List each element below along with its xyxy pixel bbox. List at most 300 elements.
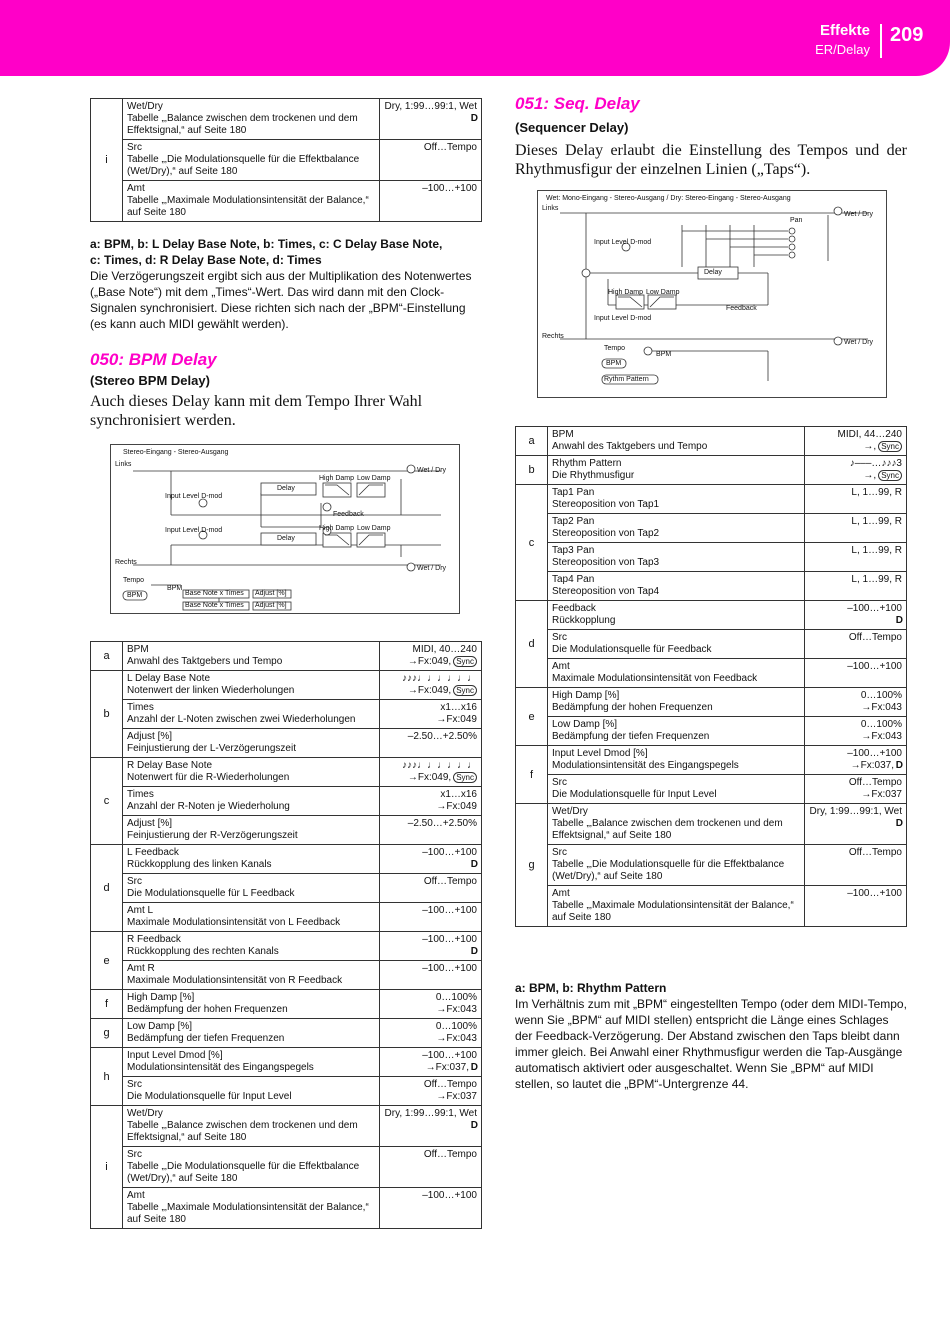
param-desc-cell	[123, 1048, 380, 1077]
diagram-label-input-level-2: Input Level D-mod	[165, 527, 223, 534]
diagram-label-bpm: BPM	[167, 585, 183, 592]
fx051-note	[515, 980, 907, 1092]
note-text: Die Verzögerungszeit ergibt sich aus der Multiplikation des Notenwertes („Base Note“) mit dem „Times“-Wert. Das wird dann mit den Clock-Signalen synchronisiert. Diese richten sich nach der „BPM“-Einstellung (es kann auch MIDI gewählt werden).	[90, 269, 472, 331]
subsection-title: ER/Delay	[815, 42, 870, 57]
param-key: h	[91, 1048, 123, 1106]
param-value: Dry, 1:99…99:1, Wet	[384, 1108, 477, 1119]
param-desc-cell	[123, 1188, 380, 1229]
param-desc-cell	[123, 642, 380, 671]
param-row	[91, 932, 482, 961]
diagram-label-bpm-box: BPM	[127, 592, 143, 599]
param-description: Feinjustierung der R-Verzögerungszeit	[127, 830, 298, 841]
param-value: Dry, 1:99…99:1, Wet	[384, 101, 477, 112]
param-row	[516, 485, 907, 514]
param-value-cell	[380, 874, 482, 903]
param-description: Stereoposition von Tap4	[552, 586, 660, 597]
param-name: L Delay Base Note	[127, 673, 211, 684]
top-param-table	[90, 98, 482, 222]
param-row	[91, 671, 482, 700]
diagram2-label-input-level-1: Input Level D-mod	[594, 239, 652, 246]
param-name: Tap2 Pan	[552, 516, 595, 527]
diagram2-label-io: Wet: Mono-Eingang - Stereo-Ausgang / Dry: Stereo-Eingang - Stereo-Ausgang	[546, 195, 791, 202]
param-description: Tabelle „‚Balance zwischen dem trockenen und dem Effektsignal,“ auf Seite 180	[127, 113, 358, 136]
param-description: Die Modulationsquelle für L Feedback	[127, 888, 295, 899]
param-row	[91, 1077, 482, 1106]
dmod-icon: D	[470, 859, 477, 870]
param-value: 0…100%	[860, 719, 902, 730]
param-value-cell	[805, 659, 907, 688]
diagram-label-input-level-1: Input Level D-mod	[165, 493, 223, 500]
param-description: Maximale Modulationsintensität von L Feedback	[127, 917, 341, 928]
param-value-cell	[380, 990, 482, 1019]
fx051-subtitle: (Sequencer Delay)	[515, 120, 629, 135]
param-name: BPM	[127, 644, 149, 655]
param-value-cell	[380, 816, 482, 845]
note-heading-1: a: BPM, b: L Delay Base Note, b: Times, c: C Delay Base Note,	[90, 237, 443, 251]
fx050-head	[90, 350, 482, 430]
fx051-head	[515, 94, 907, 179]
param-name: Src	[552, 632, 567, 643]
param-desc-cell	[123, 140, 380, 181]
param-desc-cell	[123, 729, 380, 758]
param-value: Off…Tempo	[423, 876, 477, 887]
param-key: c	[91, 758, 123, 845]
param-row	[91, 700, 482, 729]
param-desc-cell	[123, 1147, 380, 1188]
param-row	[91, 642, 482, 671]
param-description: Notenwert für die R-Wiederholungen	[127, 772, 290, 783]
param-row	[516, 514, 907, 543]
diagram2-label-low-damp: Low Damp	[646, 289, 680, 296]
param-name: Wet/Dry	[127, 1108, 163, 1119]
param-name: Src	[552, 847, 567, 858]
param-desc-cell	[123, 758, 380, 787]
param-key: g	[516, 804, 548, 927]
param-reference: →Fx:043	[436, 1033, 477, 1044]
diagram-label-adjust-2: Adjust [%]	[255, 602, 287, 609]
param-name: Times	[127, 789, 154, 800]
param-desc-cell	[548, 659, 805, 688]
dmod-icon: D	[470, 946, 477, 957]
param-description: Tabelle „‚Maximale Modulationsintensität der Balance,“ auf Seite 180	[127, 195, 369, 218]
param-key: b	[516, 456, 548, 485]
note-heading-2: c: Times, d: R Delay Base Note, d: Times	[90, 253, 322, 267]
param-value-cell	[380, 181, 482, 222]
param-row	[91, 990, 482, 1019]
param-name: Low Damp [%]	[127, 1021, 193, 1032]
param-value-cell	[805, 717, 907, 746]
diagram-label-delay-1: Delay	[277, 485, 295, 492]
param-name: Input Level Dmod [%]	[552, 748, 648, 759]
param-value-cell	[805, 543, 907, 572]
param-table-049-tail	[90, 98, 482, 222]
param-reference: →Fx:037	[861, 789, 902, 800]
param-name: L Feedback	[127, 847, 179, 858]
fx050-diagram	[110, 444, 460, 614]
param-value: Off…Tempo	[848, 632, 902, 643]
fx050-table-wrap	[90, 641, 482, 1229]
param-description: Anwahl des Taktgebers und Tempo	[552, 441, 708, 452]
param-name: Adjust [%]	[127, 818, 173, 829]
param-value-cell	[380, 700, 482, 729]
param-row	[91, 1147, 482, 1188]
param-desc-cell	[548, 804, 805, 845]
param-value-cell	[380, 1019, 482, 1048]
param-row	[91, 903, 482, 932]
param-description: Feinjustierung der L-Verzögerungszeit	[127, 743, 296, 754]
param-desc-cell	[548, 717, 805, 746]
param-value: –100…+100	[847, 748, 902, 759]
fx050-subtitle: (Stereo BPM Delay)	[90, 373, 210, 388]
param-reference: →Fx:049, Sync	[384, 685, 477, 697]
fx051-diagram	[537, 190, 887, 398]
param-description: Tabelle „‚Balance zwischen dem trockenen und dem Effektsignal,“ auf Seite 180	[552, 818, 783, 841]
diagram2-label-rhythm: Rythm Pattern	[604, 376, 649, 383]
param-description: Maximale Modulationsintensität von Feedback	[552, 673, 758, 684]
param-value: Off…Tempo	[423, 1079, 477, 1090]
param-description: Stereoposition von Tap2	[552, 528, 660, 539]
param-value-cell	[805, 746, 907, 775]
diagram2-label-left: Links	[542, 205, 559, 212]
diagram-label-left: Links	[115, 461, 132, 468]
param-desc-cell	[548, 485, 805, 514]
param-value-cell	[380, 671, 482, 700]
fx050-param-table	[90, 641, 482, 1229]
param-value-cell	[380, 1048, 482, 1077]
sync-icon: Sync	[453, 656, 477, 667]
fx051-note-text: Im Verhältnis zum mit „BPM“ eingestellten Tempo (oder dem MIDI-Tempo, wenn Sie „BPM“ auf MIDI stellen) entspricht die Länge eines Schlages der Feedback-Verzögerung. Der Abstand zwischen den Taps bleibt dann immer gleich. Bei Anwahl einer Rhythmusfigur werden die Tap-Ausgänge automatisch aktiviert oder ausgeschaltet. Wenn Sie „BPM“ auf MIDI stellen, so lautet die „BPM“-Untergrenze 44.	[515, 997, 907, 1091]
param-key: d	[91, 845, 123, 932]
param-value-cell	[380, 932, 482, 961]
param-value: –100…+100	[422, 183, 477, 194]
param-description: Bedämpfung der tiefen Frequenzen	[127, 1033, 285, 1044]
param-desc-cell	[548, 845, 805, 886]
param-value: –100…+100	[422, 905, 477, 916]
param-row	[516, 630, 907, 659]
param-key: a	[91, 642, 123, 671]
param-value: –100…+100	[422, 934, 477, 945]
param-name: High Damp [%]	[552, 690, 620, 701]
param-value-cell	[805, 601, 907, 630]
param-desc-cell	[548, 572, 805, 601]
param-reference: →Fx:049, Sync	[384, 772, 477, 784]
param-value: Off…Tempo	[423, 142, 477, 153]
fx051-diagram-lines	[538, 191, 888, 399]
fx051-intro: Dieses Delay erlaubt die Einstellung des Tempos und der Rhythmusfigur der einzelnen Linien („Taps“).	[515, 142, 907, 178]
param-row	[516, 688, 907, 717]
param-row	[91, 961, 482, 990]
param-description: Bedämpfung der hohen Frequenzen	[552, 702, 713, 713]
param-value-cell	[380, 787, 482, 816]
param-key: i	[91, 1106, 123, 1229]
param-name: Amt	[127, 1190, 145, 1201]
param-name: Amt	[552, 888, 570, 899]
diagram-label-wetdry-1: Wet / Dry	[417, 467, 447, 474]
param-name: Src	[127, 142, 142, 153]
page-number: 209	[890, 24, 924, 46]
param-value-cell	[805, 572, 907, 601]
page-header	[0, 0, 950, 76]
param-value-cell	[380, 1188, 482, 1229]
param-value-cell	[805, 427, 907, 456]
param-desc-cell	[548, 427, 805, 456]
diagram-label-high-damp-2: High Damp	[319, 525, 355, 532]
param-value: 0…100%	[435, 1021, 477, 1032]
param-value-cell	[380, 961, 482, 990]
param-row	[91, 1106, 482, 1147]
param-row	[91, 181, 482, 222]
param-description: Tabelle „‚Die Modulationsquelle für die Effektbalance (Wet/Dry),“ auf Seite 180	[127, 154, 360, 177]
param-value: MIDI, 40…240	[412, 644, 477, 655]
sync-icon: Sync	[878, 470, 902, 481]
param-description: Die Modulationsquelle für Feedback	[552, 644, 712, 655]
header-divider	[880, 24, 882, 58]
param-description: Bedämpfung der hohen Frequenzen	[127, 1004, 288, 1015]
param-name: Wet/Dry	[127, 101, 163, 112]
param-reference: →, Sync	[809, 470, 902, 482]
sync-icon: Sync	[878, 441, 902, 452]
param-name: Tap4 Pan	[552, 574, 595, 585]
param-key: c	[516, 485, 548, 601]
param-desc-cell	[123, 1106, 380, 1147]
param-key: e	[91, 932, 123, 990]
param-row	[516, 775, 907, 804]
dmod-icon: D	[895, 615, 902, 626]
param-value-cell	[380, 1077, 482, 1106]
param-desc-cell	[123, 816, 380, 845]
param-value-cell	[805, 630, 907, 659]
note-050	[90, 236, 482, 332]
diagram-label-low-damp-1: Low Damp	[357, 475, 391, 482]
param-desc-cell	[123, 1019, 380, 1048]
param-value: Off…Tempo	[848, 847, 902, 858]
diagram-label-feedback: Feedback	[333, 511, 364, 518]
param-description: Tabelle „‚Maximale Modulationsintensität der Balance,“ auf Seite 180	[127, 1202, 369, 1225]
param-description: Stereoposition von Tap3	[552, 557, 660, 568]
param-row	[91, 140, 482, 181]
param-value: x1…x16	[440, 702, 477, 713]
param-row	[516, 845, 907, 886]
param-row	[516, 601, 907, 630]
param-value-cell	[805, 804, 907, 845]
param-description: Anzahl der L-Noten zwischen zwei Wiederholungen	[127, 714, 356, 725]
param-value-cell	[805, 775, 907, 804]
param-value: –2.50…+2.50%	[407, 818, 477, 829]
param-value: L, 1…99, R	[851, 545, 902, 556]
param-name: Amt R	[127, 963, 155, 974]
param-desc-cell	[548, 886, 805, 927]
fx051-title: 051: Seq. Delay	[515, 94, 640, 113]
diagram-label-base-note-1: Base Note x Times	[185, 590, 244, 597]
param-reference: →Fx:043	[861, 731, 902, 742]
param-row	[91, 874, 482, 903]
dmod-icon: D	[895, 818, 902, 829]
param-desc-cell	[123, 671, 380, 700]
param-reference: →Fx:049	[436, 714, 477, 725]
param-value: L, 1…99, R	[851, 487, 902, 498]
param-value: Dry, 1:99…99:1, Wet	[809, 806, 902, 817]
param-description: Stereoposition von Tap1	[552, 499, 660, 510]
param-reference: →Fx:043	[436, 1004, 477, 1015]
param-value: –100…+100	[847, 603, 902, 614]
param-row	[91, 99, 482, 140]
param-value: L, 1…99, R	[851, 516, 902, 527]
param-reference: →Fx:049, Sync	[384, 656, 477, 668]
param-reference: →Fx:049	[436, 801, 477, 812]
param-desc-cell	[123, 787, 380, 816]
diagram-label-wetdry-2: Wet / Dry	[417, 565, 447, 572]
param-desc-cell	[123, 903, 380, 932]
param-description: Notenwert der linken Wiederholungen	[127, 685, 295, 696]
diagram2-label-pan: Pan	[790, 217, 803, 224]
param-desc-cell	[548, 514, 805, 543]
param-desc-cell	[123, 181, 380, 222]
param-key: f	[91, 990, 123, 1019]
param-value-cell	[380, 729, 482, 758]
param-key: e	[516, 688, 548, 746]
param-row	[516, 456, 907, 485]
param-value-cell	[380, 1147, 482, 1188]
fx051-table-wrap	[515, 426, 907, 927]
diagram2-label-delay: Delay	[704, 269, 722, 276]
param-name: Src	[127, 1149, 142, 1160]
param-row	[91, 1188, 482, 1229]
param-value-cell	[805, 886, 907, 927]
param-value-cell	[380, 758, 482, 787]
param-row	[91, 845, 482, 874]
param-description: Rückkopplung des linken Kanals	[127, 859, 272, 870]
param-value: L, 1…99, R	[851, 574, 902, 585]
param-description: Tabelle „‚Balance zwischen dem trockenen und dem Effektsignal,“ auf Seite 180	[127, 1120, 358, 1143]
diagram-label-io: Stereo-Eingang - Stereo-Ausgang	[123, 449, 229, 456]
param-desc-cell	[548, 688, 805, 717]
param-value-cell	[380, 642, 482, 671]
param-desc-cell	[123, 990, 380, 1019]
diagram2-label-right: Rechts	[542, 333, 564, 340]
param-description: Modulationsintensität des Eingangspegels	[552, 760, 739, 771]
param-description: Tabelle „‚Die Modulationsquelle für die Effektbalance (Wet/Dry),“ auf Seite 180	[552, 859, 785, 882]
param-description: Die Modulationsquelle für Input Level	[127, 1091, 292, 1102]
fx051-param-table	[515, 426, 907, 927]
sync-icon: Sync	[453, 685, 477, 696]
diagram-label-base-note-2: Base Note x Times	[185, 602, 244, 609]
param-name: Amt L	[127, 905, 154, 916]
param-description: Maximale Modulationsintensität von R Feedback	[127, 975, 343, 986]
param-desc-cell	[548, 775, 805, 804]
param-row	[516, 886, 907, 927]
param-key: g	[91, 1019, 123, 1048]
diagram2-label-bpm: BPM	[656, 351, 672, 358]
param-desc-cell	[123, 961, 380, 990]
param-row	[91, 758, 482, 787]
dmod-icon: D	[469, 1062, 477, 1073]
param-name: Tap3 Pan	[552, 545, 595, 556]
param-reference: →Fx:043	[861, 702, 902, 713]
param-description: Die Rhythmusfigur	[552, 470, 635, 481]
param-name: Amt	[127, 183, 145, 194]
param-value-cell	[805, 845, 907, 886]
param-name: High Damp [%]	[127, 992, 195, 1003]
param-reference: →, Sync	[809, 441, 902, 453]
section-title: Effekte	[819, 22, 870, 39]
param-row	[91, 1019, 482, 1048]
fx051-note-heading: a: BPM, b: Rhythm Pattern	[515, 981, 667, 995]
param-row	[91, 1048, 482, 1077]
param-description: Bedämpfung der tiefen Frequenzen	[552, 731, 710, 742]
param-row	[516, 427, 907, 456]
param-value-cell	[380, 903, 482, 932]
diagram-label-delay-2: Delay	[277, 535, 295, 542]
diagram2-label-high-damp: High Damp	[608, 289, 644, 296]
param-row	[516, 572, 907, 601]
param-value: –100…+100	[422, 963, 477, 974]
param-desc-cell	[548, 630, 805, 659]
param-row	[516, 746, 907, 775]
param-value: ♪–––…♪♪♪3	[849, 458, 902, 469]
param-desc-cell	[123, 874, 380, 903]
param-description: Anzahl der R-Noten je Wiederholung	[127, 801, 290, 812]
param-name: Amt	[552, 661, 570, 672]
param-name: Src	[552, 777, 567, 788]
param-row	[516, 717, 907, 746]
param-value: –100…+100	[847, 888, 902, 899]
param-value: –100…+100	[422, 847, 477, 858]
param-desc-cell	[123, 932, 380, 961]
param-row	[516, 543, 907, 572]
param-name: Src	[127, 876, 142, 887]
diagram-label-right: Rechts	[115, 559, 137, 566]
param-name: Feedback	[552, 603, 596, 614]
param-name: Input Level Dmod [%]	[127, 1050, 223, 1061]
param-description: Rückkopplung	[552, 615, 616, 626]
param-key: d	[516, 601, 548, 688]
dmod-icon: D	[470, 1120, 477, 1131]
param-value-cell	[380, 99, 482, 140]
param-desc-cell	[548, 456, 805, 485]
param-value-cell	[805, 688, 907, 717]
param-description: Die Modulationsquelle für Input Level	[552, 789, 717, 800]
param-value: ♪♪♪♩♩♩♩♩♩	[402, 673, 477, 684]
diagram2-label-bpm-box: BPM	[606, 360, 622, 367]
param-desc-cell	[548, 746, 805, 775]
param-key: b	[91, 671, 123, 758]
param-row	[516, 659, 907, 688]
param-value: Off…Tempo	[423, 1149, 477, 1160]
param-name: Tap1 Pan	[552, 487, 595, 498]
param-row	[516, 804, 907, 845]
diagram2-label-input-level-2: Input Level D-mod	[594, 315, 652, 322]
param-reference: →Fx:037	[436, 1091, 477, 1102]
diagram-label-high-damp-1: High Damp	[319, 475, 355, 482]
sync-icon: Sync	[453, 772, 477, 783]
param-value: –100…+100	[422, 1190, 477, 1201]
param-desc-cell	[123, 99, 380, 140]
fx050-title: 050: BPM Delay	[90, 350, 217, 369]
dmod-icon: D	[470, 113, 477, 124]
diagram2-label-tempo: Tempo	[604, 345, 626, 352]
param-reference: →Fx:037, D	[850, 760, 902, 771]
param-value: ♪♪♪♩♩♩♩♩♩	[402, 760, 477, 771]
fx050-intro: Auch dieses Delay kann mit dem Tempo Ihrer Wahl synchronisiert werden.	[90, 393, 423, 429]
param-name: Adjust [%]	[127, 731, 173, 742]
param-description: Rückkopplung des rechten Kanals	[127, 946, 279, 957]
param-name: Wet/Dry	[552, 806, 588, 817]
param-description: Tabelle „‚Die Modulationsquelle für die Effektbalance (Wet/Dry),“ auf Seite 180	[127, 1161, 360, 1184]
diagram2-label-wetdry-2: Wet / Dry	[844, 339, 874, 346]
param-value: 0…100%	[860, 690, 902, 701]
param-value: MIDI, 44…240	[837, 429, 902, 440]
param-value: –100…+100	[847, 661, 902, 672]
